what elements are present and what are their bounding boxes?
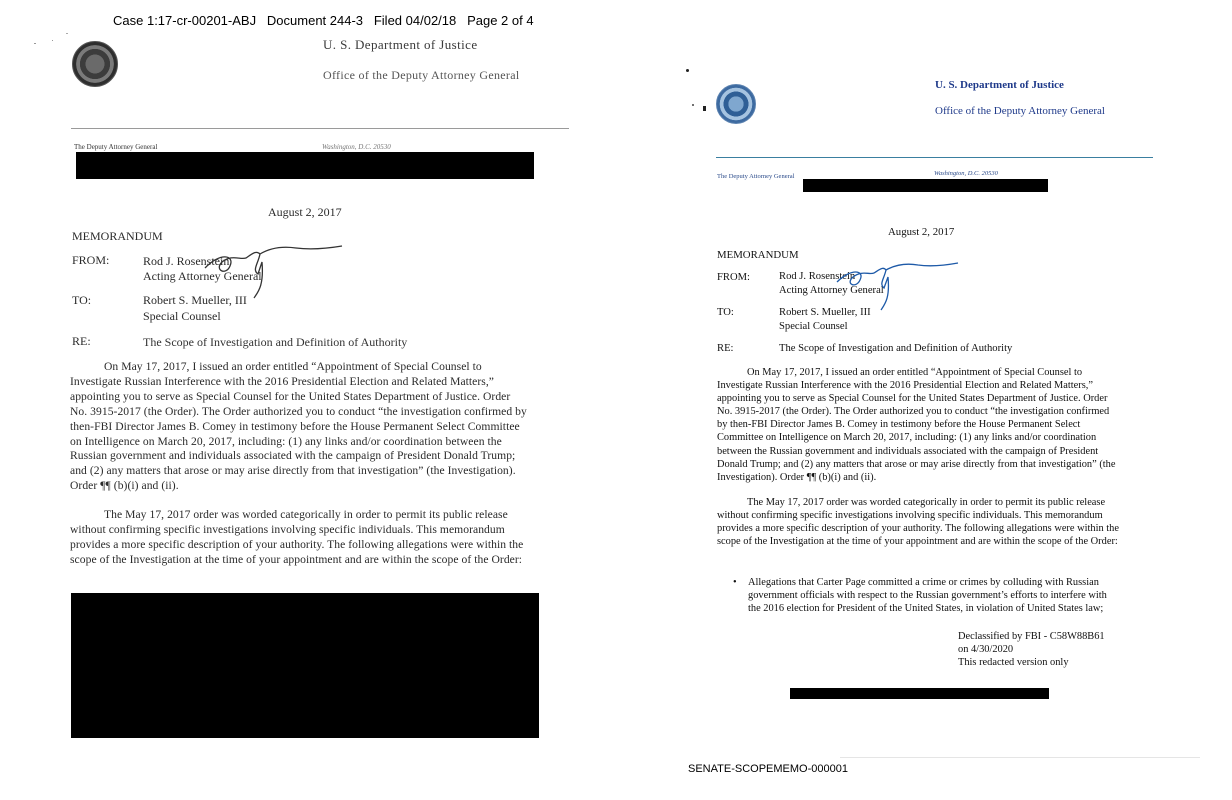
right-from-label: FROM: [717,272,750,283]
right-to-label: TO: [717,307,734,318]
scan-speckle [692,104,694,106]
right-paragraph-1: On May 17, 2017, I issued an order entitled “Appointment of Special Counsel to Investigate Russian Interference with the 2016 Presidential Election and Related Matters,” appointing you to serve as Special Counsel for the United States Department of Justice. Order No. 3915-2017 (the Order). The Order authorized you to conduct “the investigation confirmed by then-FBI Director James B. Comey in testimony before the House Permanent Select Committee on Intelligence on March 20, 2017, including: (1) any links and/or coordination between the Russian government and individuals associated with the campaign of President Donald Trump; and (2) any matters that arose or may arise directly from that investigation” (the Investigation). Order ¶¶ (b)(i) and (ii). [717,367,1116,483]
declass-line-1: Declassified by FBI - C58W88B61 [958,631,1105,642]
left-paragraph-1: On May 17, 2017, I issued an order entitled “Appointment of Special Counsel to Investigate Russian Interference with the 2016 Presidential Election and Related Matters,” appointing you to serve as Special Counsel for the United States Department of Justice. Order No. 3915-2017 (the Order). The Order authorized you to conduct “the investigation confirmed by then-FBI Director James B. Comey in testimony before the House Permanent Select Committee on Intelligence on March 20, 2017, including: (1) any links and/or coordination between the Russian government and individuals associated with the campaign of President Donald Trump; and (2) any matters that arose or may arise directly from that investigation” (the Investigation). Order ¶¶ (b)(i) and (ii). [70,360,527,493]
left-from-office: The Deputy Attorney General [74,143,158,151]
right-redaction-footer [790,688,1049,699]
left-redaction-header [76,152,534,179]
doj-seal-icon [716,84,756,124]
right-date: August 2, 2017 [888,226,955,238]
left-redaction-body [71,593,539,738]
right-dept-name: U. S. Department of Justice [935,79,1064,91]
right-redaction-header [803,179,1048,192]
right-signature-icon [833,258,961,314]
right-bullet-text: Allegations that Carter Page committed a crime or crimes by colluding with Russian government officials with respect to the Russian government’s efforts to interfere with the 2016 election for President of the United States, in violation of United States law; [748,577,1107,615]
right-office-name: Office of the Deputy Attorney General [935,105,1105,117]
left-to-title: Special Counsel [143,309,221,323]
left-from-name: Rod J. Rosenstein [143,254,230,268]
declass-line-3: This redacted version only [958,657,1069,669]
left-memo-title: MEMORANDUM [72,229,163,243]
right-paragraph-2: The May 17, 2017 order was worded categorically in order to permit its public release without confirming specific investigations involving specific individuals. This memorandum provides a more specific description of your authority. The following allegations were within the scope of the Investigation at the time of your appointment and are within the scope of the Order: [717,496,1119,548]
right-header-rule [716,157,1153,158]
right-memo-title: MEMORANDUM [717,249,799,261]
scan-speckle [34,43,36,44]
left-header-rule [71,128,569,129]
court-filing-header: Case 1:17-cr-00201-ABJ Document 244-3 Filed 04/02/18 Page 2 of 4 [113,13,534,28]
left-paragraph-2: The May 17, 2017 order was worded categorically in order to permit its public release without confirming specific investigations involving specific individuals. This memorandum provides a more specific description of your authority. The following allegations were within the scope of the Investigation at the time of your appointment and are within the scope of the Order: [70,508,524,566]
right-bullet-item [733,576,1113,615]
left-to-label: TO: [72,293,92,307]
right-from-title: Acting Attorney General [779,285,884,296]
scan-speckle [686,69,689,72]
scan-speckle [703,106,706,111]
footer-rule [840,757,1200,758]
right-to-title: Special Counsel [779,321,848,332]
right-re-text: The Scope of Investigation and Definition of Authority [779,343,1013,354]
doj-seal-icon [72,41,118,87]
declass-line-2: on 4/30/2020 [958,644,1014,656]
left-re-text: The Scope of Investigation and Definition of Authority [143,335,408,349]
right-to-name: Robert S. Mueller, III [779,307,871,318]
bullet-icon: • [733,577,737,588]
left-to-name: Robert S. Mueller, III [143,293,247,307]
left-office-name: Office of the Deputy Attorney General [323,68,520,82]
right-location: Washington, D.C. 20530 [934,170,998,177]
bates-number: SENATE-SCOPEMEMO-000001 [688,763,848,775]
left-location: Washington, D.C. 20530 [322,143,391,151]
left-from-title: Acting Attorney General [143,269,262,283]
left-from-label: FROM: [72,253,110,267]
right-from-office: The Deputy Attorney General [717,173,795,180]
scan-speckle [52,40,53,41]
declassification-stamp [958,630,1128,669]
scan-speckle [66,33,68,34]
left-re-label: RE: [72,334,91,348]
left-dept-name: U. S. Department of Justice [323,37,478,52]
left-date: August 2, 2017 [268,205,342,219]
right-from-name: Rod J. Rosenstein [779,271,856,282]
right-re-label: RE: [717,343,734,354]
